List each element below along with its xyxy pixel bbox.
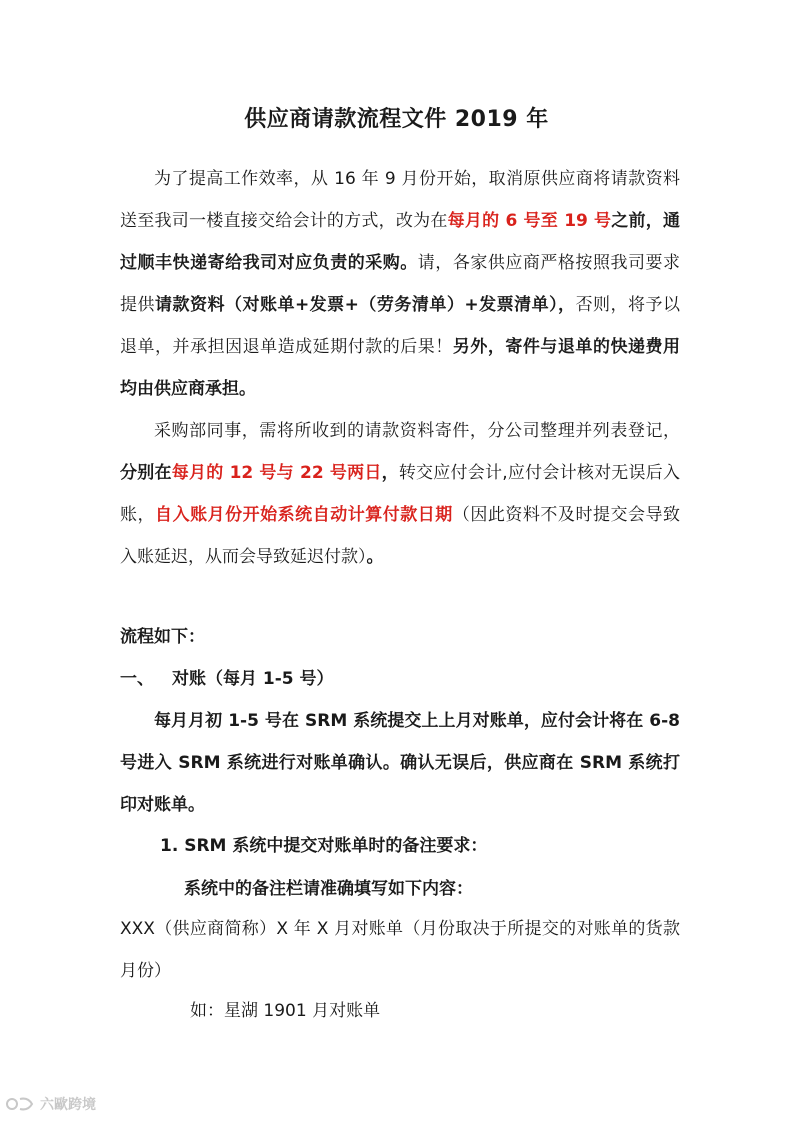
subsection-1-note: 系统中的备注栏请准确填写如下内容：	[184, 879, 473, 899]
intro-text-3: 否则，将予以退单，并承担因退单造成延期付款的后果！	[120, 295, 681, 357]
watermark	[6, 1094, 96, 1114]
flow-heading: 流程如下：	[120, 627, 205, 647]
purchasing-period: 。	[366, 547, 384, 567]
purchasing-text-bold: 分别在	[120, 463, 172, 483]
watermark-text: 六歐跨境	[40, 1097, 96, 1113]
intro-deadline-highlight: 每月的 6 号至 19 号	[447, 211, 612, 231]
intro-required-docs: 请款资料（对账单+发票+（劳务清单）+发票清单），	[155, 295, 576, 315]
intro-paragraph	[120, 158, 680, 410]
purchasing-text-2: 转交应付会计,应付会计核对无误后入账，	[120, 463, 681, 525]
remark-example: 如：星湖 1901 月对账单	[190, 1001, 381, 1021]
document-title: 供应商请款流程文件 2019 年	[244, 107, 549, 132]
intro-fee-note: 另外，寄件与退单的快递费用均由供应商承担。	[120, 337, 681, 399]
intro-shipping-note: 之前，通过顺丰快递寄给我司对应负责的采购。	[120, 211, 680, 273]
purchasing-auto-date-highlight: 自入账月份开始系统自动计算付款日期	[155, 505, 453, 525]
watermark-logo-icon	[6, 1095, 36, 1113]
subsection-1-title: 1. SRM 系统中提交对账单时的备注要求：	[160, 836, 488, 856]
purchasing-comma: ，	[381, 463, 399, 483]
intro-text-1: 为了提高工作效率，从 16 年 9 月份开始，取消原供应商将请款资料送至我司一楼直接交给会计的方式，改为在	[120, 169, 680, 231]
intro-text-2: 请，各家供应商严格按照我司要求提供	[120, 253, 681, 315]
section-1-label: 对账（每月 1-5 号）	[172, 669, 334, 689]
purchasing-paragraph	[120, 410, 680, 578]
section-1-body: 每月月初 1-5 号在 SRM 系统提交上上月对账单，应付会计将在 6-8 号进入 SRM 系统进行对账单确认。确认无误后，供应商在 SRM 系统打印对账单。	[120, 711, 680, 815]
purchasing-text-3: （因此资料不及时提交会导致入账延迟，从而会导致延迟付款）	[120, 505, 681, 567]
remark-format: XXX（供应商简称）X 年 X 月对账单（月份取决于所提交的对账单的货款月份）	[120, 919, 680, 981]
purchasing-text-1: 采购部同事，需将所收到的请款资料寄件，分公司整理并列表登记，	[154, 421, 680, 441]
purchasing-dates-highlight: 每月的 12 号与 22 号两日	[171, 463, 382, 483]
section-1-number: 一、	[120, 669, 154, 689]
section-1-heading	[120, 664, 334, 694]
